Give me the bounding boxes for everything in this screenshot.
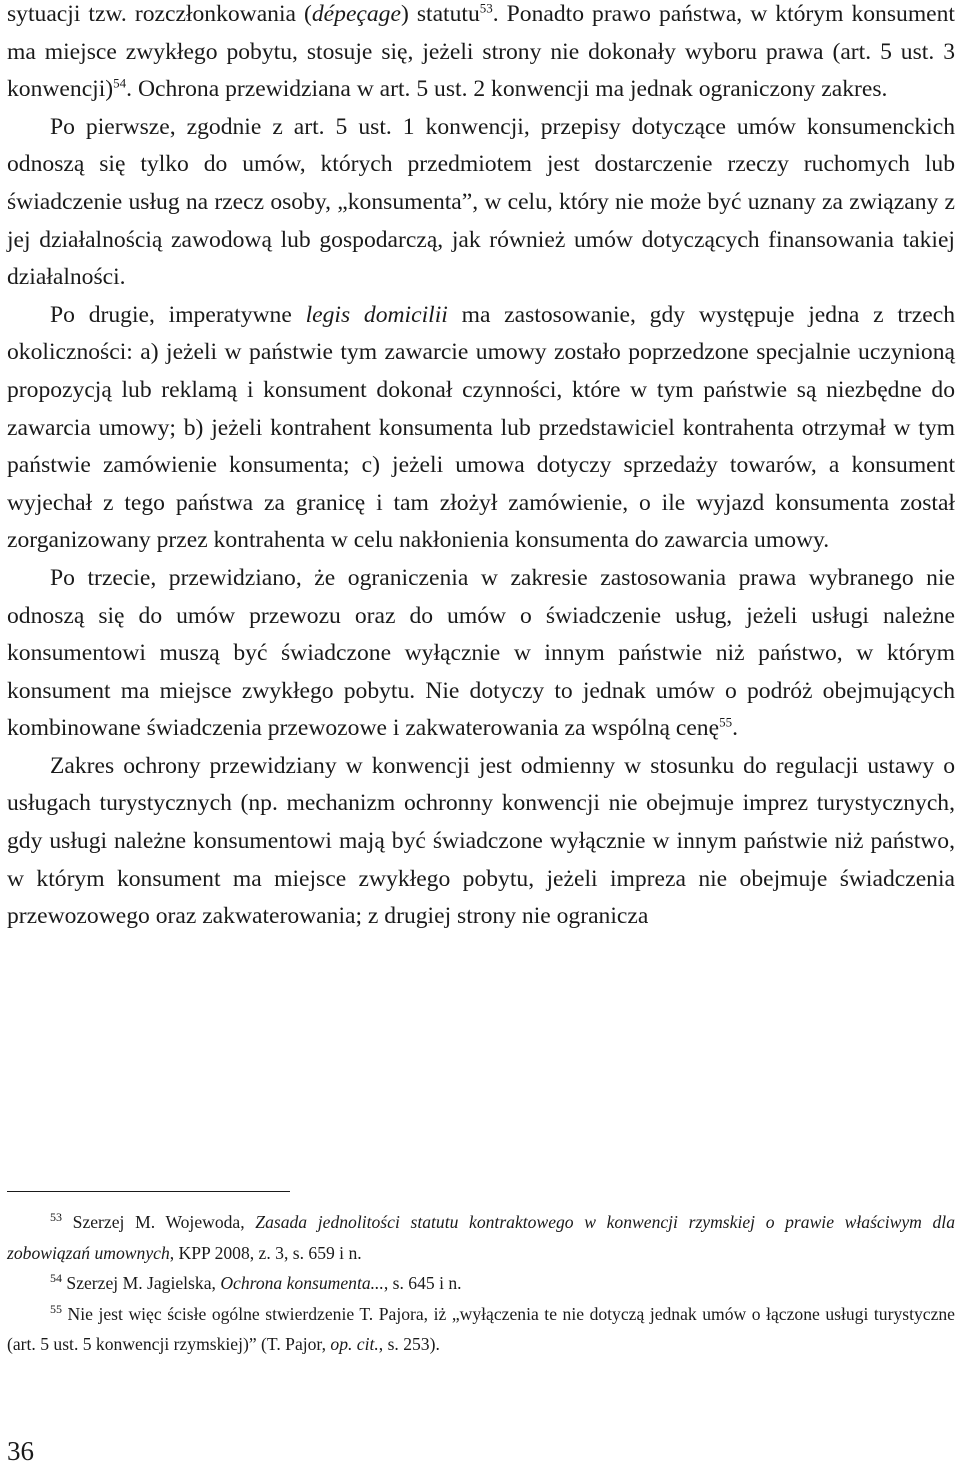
- main-text: [7, 0, 955, 936]
- text-run: Szerzej M. Wojewoda,: [72, 1212, 256, 1232]
- text-run: , s. 645 i n.: [383, 1273, 462, 1293]
- paragraph-4: [7, 560, 955, 748]
- text-run: ) statutu: [400, 1, 480, 27]
- footnote-number: 54: [50, 1270, 62, 1285]
- page-body: [7, 0, 955, 936]
- footnote-ref-55[interactable]: 55: [719, 714, 733, 730]
- paragraph-2: Po pierwsze, zgodnie z art. 5 ust. 1 konwencji, przepisy dotyczące umów konsumenckich odnoszą się tylko do umów, których przedmiotem jest dostarczenie rzeczy ruchomych lub świadczenie usług na rzecz osoby, „konsumenta”, w celu, który nie może być uznany za związany z jej działalnością zawodową lub gospodarczą, jak również umów dotyczących finansowania takiej działalności.: [7, 113, 955, 291]
- page-number: 36: [7, 1436, 34, 1466]
- text-run: . Ponadto prawo państwa, w którym konsument ma miejsce zwykłego pobytu, stosuje się, jeżeli strony nie dokonały wyboru prawa (art. 5 ust. 3 konwencji): [7, 1, 955, 103]
- paragraph-5: Zakres ochrony przewidziany w konwencji jest odmienny w stosunku do regulacji ustawy o usługach turystycznych (np. mechanizm ochronny konwencji nie obejmuje imprez turystycznych, gdy usługi należne konsumentowi mają być świadczone wyłącznie w innym państwie niż państwo, w którym konsument ma miejsce zwykłego pobytu, jeżeli impreza nie obejmuje świadczenia przewozowego oraz zakwaterowania; z drugiej strony nie ogranicza: [7, 752, 955, 930]
- footnote-54: [7, 1268, 955, 1299]
- italic-term: dépeçage: [311, 1, 401, 27]
- footnote-ref-54[interactable]: 54: [113, 75, 127, 91]
- italic-title: op. cit.: [330, 1334, 379, 1354]
- text-run: .: [732, 715, 738, 742]
- paragraph-3: [7, 297, 955, 560]
- text-run: Nie jest więc ścisłe ogólne stwierdzenie T. Pajora, iż „wyłączenia te nie dotyczą jednak umów o łączone usługi turystyczne (art. 5 ust. 5 konwencji rzymskiej)” (T. Pajor,: [7, 1303, 955, 1354]
- footnote-number: 53: [50, 1209, 62, 1224]
- text-run: , s. 253).: [378, 1334, 440, 1354]
- italic-term: legis domicilii: [305, 301, 448, 328]
- italic-title: Ochrona konsumenta...: [220, 1273, 384, 1293]
- footnotes: [7, 1207, 955, 1360]
- text-run: , KPP 2008, z. 3, s. 659 i n.: [169, 1242, 362, 1263]
- text-run: ma zastosowanie, gdy występuje jedna z trzech okoliczności: a) jeżeli w państwie tym zawarcie umowy zostało poprzedzone specjalnie uczynioną propozycją lub reklamą i konsument dokonał czynności, które w tym państwie są niezbędne do zawarcia umowy; b) jeżeli kontrahent konsumenta lub przedstawiciel kontrahenta otrzymał w tym państwie zamówienie konsumenta; c) jeżeli umowa dotyczy sprzedaży towarów, a konsument wyjechał z tego państwa za granicę i tam złożył zamówienie, o ile wyjazd konsumenta został zorganizowany przez kontrahenta w celu nakłonienia konsumenta do zawarcia umowy.: [7, 301, 955, 554]
- text-run: Po trzecie, przewidziano, że ograniczenia w zakresie zastosowania prawa wybranego nie odnoszą się do umów przewozu oraz do umów o świadczenie usług, jeżeli usługi należne konsumentowi muszą być świadczone wyłącznie w innym państwie niż państwo, w którym konsument ma miejsce zwykłego pobytu. Nie dotyczy to jednak umów o podróż obejmujących kombinowane świadczenia przewozowe i zakwaterowania za wspólną cenę: [7, 564, 955, 742]
- footnote-53: [7, 1207, 955, 1268]
- footnote-separator: [7, 1191, 290, 1192]
- footnote-ref-53[interactable]: 53: [479, 0, 493, 16]
- footnote-number: 55: [50, 1301, 62, 1316]
- text-run: . Ochrona przewidziana w art. 5 ust. 2 konwencji ma jednak ograniczony zakres.: [126, 76, 888, 103]
- paragraph-1: [7, 0, 955, 109]
- text-run: Szerzej M. Jagielska,: [66, 1273, 221, 1293]
- text-run: sytuacji tzw. rozczłonkowania (: [7, 1, 312, 27]
- italic-title: Zasada jednolitości statutu kontraktowego w konwencji rzymskiej o prawie właściwym dla zobowiązań umownych: [7, 1212, 955, 1263]
- footnote-55: [7, 1299, 955, 1360]
- text-run: Po drugie, imperatywne: [50, 301, 306, 328]
